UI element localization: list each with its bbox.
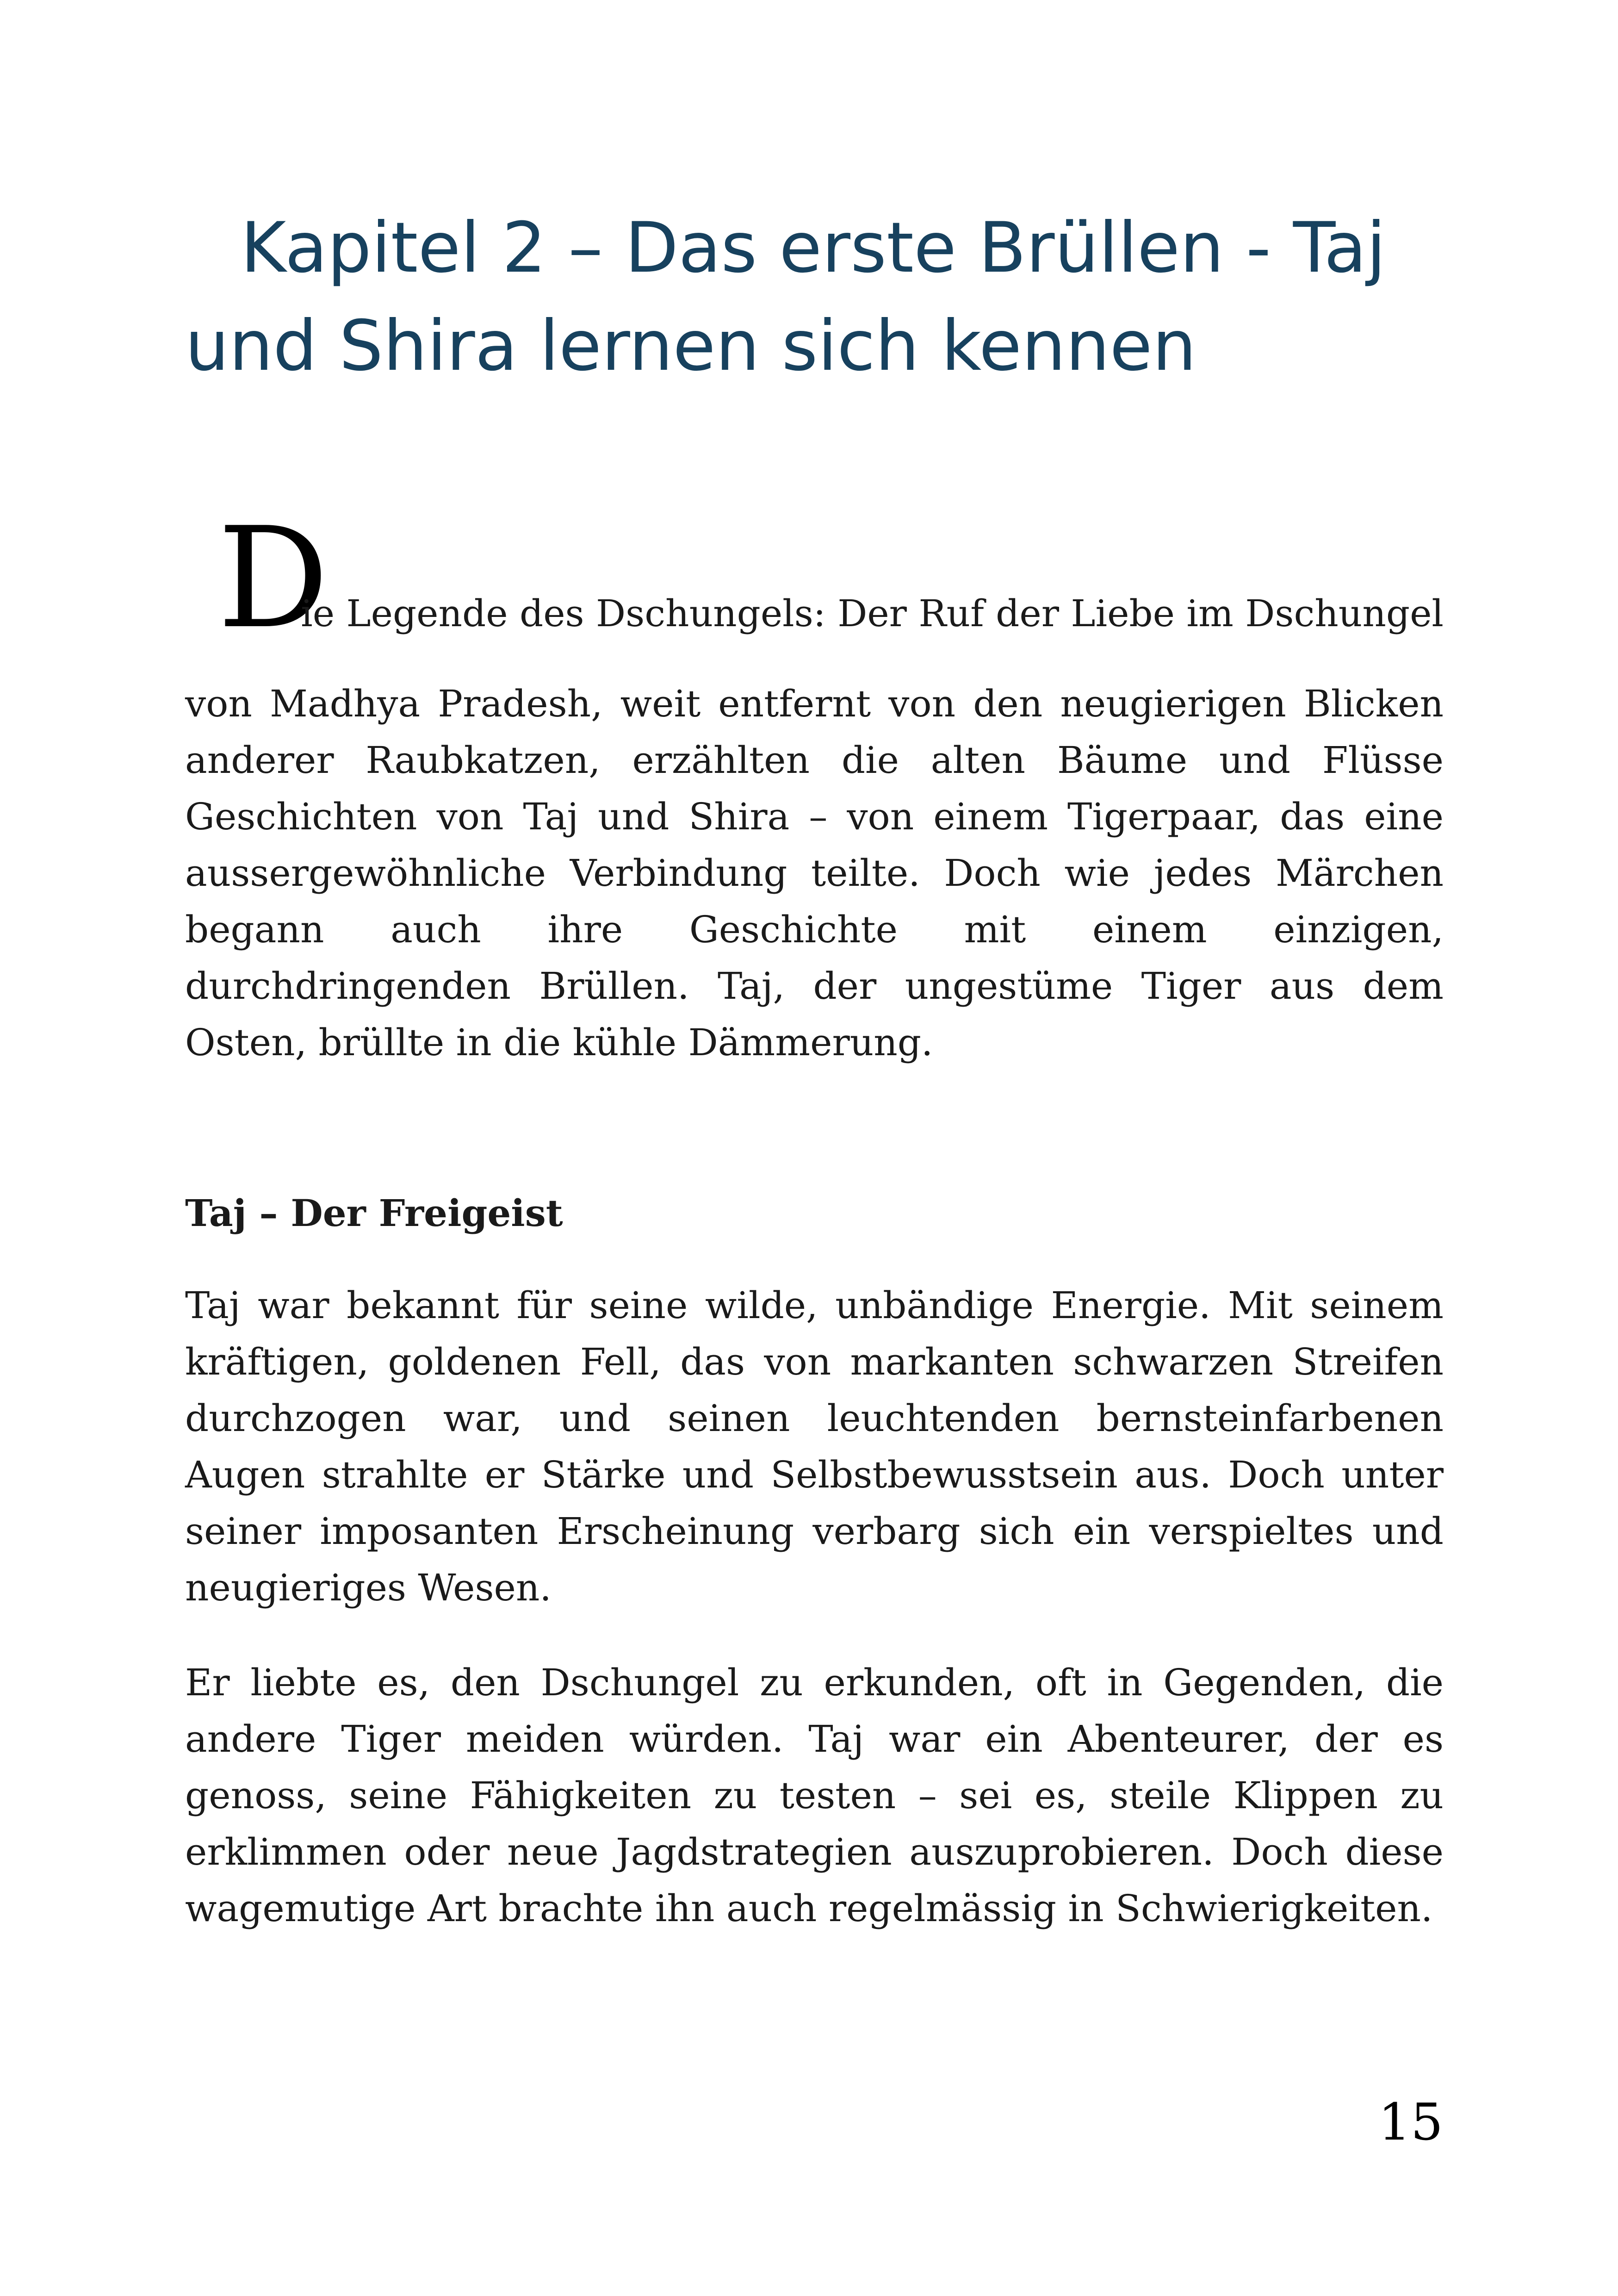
section-heading: Taj – Der Freigeist: [185, 1191, 563, 1235]
section-paragraph-2: Er liebte es, den Dschungel zu erkunden, oft in Gegenden, die andere Tiger meiden würden. Taj war ein Abenteurer, der es genoss, seine Fähigkeiten zu testen – sei es, steile Klippen zu erklimmen oder neue Jagdstrategien auszuprobieren. Doch diese wagemutige Art brachte ihn auch regelmässig in Schwierigkeiten.: [185, 1661, 1444, 1930]
drop-cap: D: [217, 498, 329, 659]
intro-paragraph: von Madhya Pradesh, weit entfernt von den neugierigen Blicken anderer Raubkatzen, erzählten die alten Bäume und Flüsse Geschichten von Taj und Shira – von einem Tigerpaar, das eine aussergewöhnliche Verbindung teilte. Doch wie jedes Märchen begann auch ihre Geschichte mit einem einzigen, durchdringenden Brüllen. Taj, der ungestüme Tiger aus dem Osten, brüllte in die kühle Dämmerung.: [185, 682, 1444, 1064]
section-paragraph-1: Taj war bekannt für seine wilde, unbändige Energie. Mit seinem kräftigen, goldenen Fell, das von markanten schwarzen Streifen durchzogen war, und seinen leuchtenden bernsteinfarbenen Augen strahlte er Stärke und Selbstbewusstsein aus. Doch unter seiner imposanten Erscheinung verbarg sich ein verspieltes und neugieriges Wesen.: [185, 1284, 1444, 1609]
chapter-title: Kapitel 2 – Das erste Brüllen - Taj und Shira lernen sich kennen: [185, 208, 1386, 386]
intro-first-line-text: ie Legende des Dschungels: Der Ruf der Liebe im Dschungel: [301, 592, 1444, 635]
intro-first-line: [185, 498, 1444, 659]
page-number: 15: [1378, 2092, 1443, 2152]
